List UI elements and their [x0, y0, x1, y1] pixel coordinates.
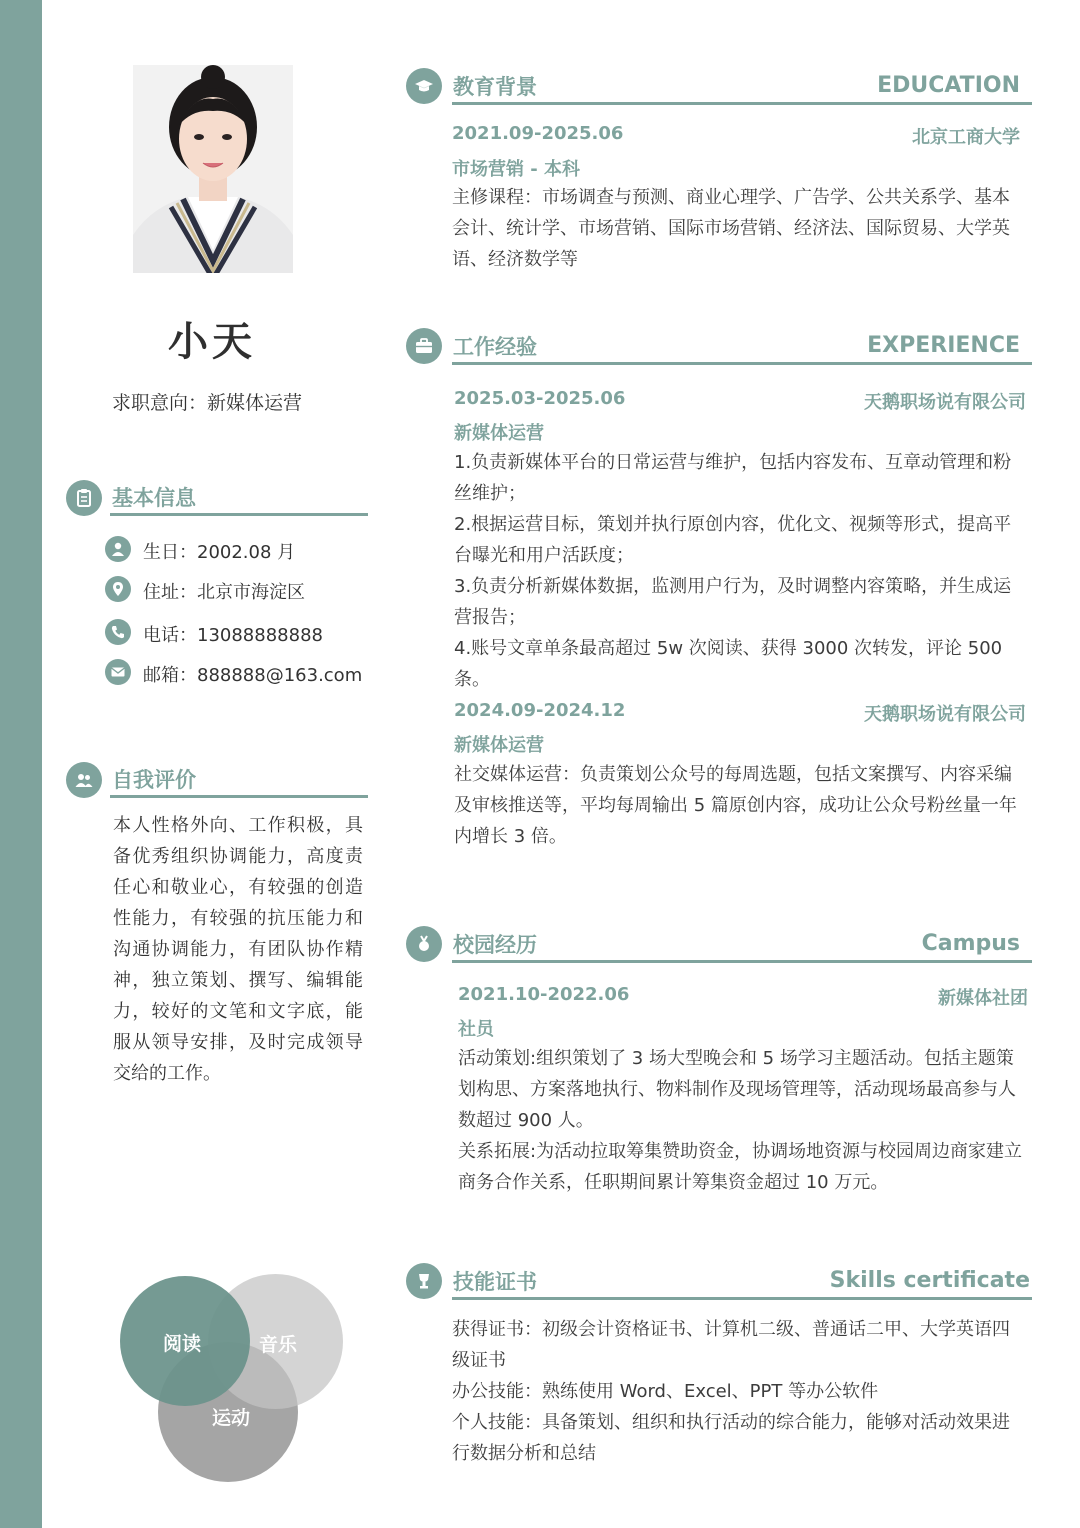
profile-photo — [133, 65, 293, 273]
left-accent-bar — [0, 0, 42, 1528]
divider — [452, 960, 1032, 963]
basic-info-title: 基本信息 — [112, 486, 196, 510]
campus-role: 社员 — [458, 1019, 494, 1040]
campus-title: 校园经历 — [453, 933, 537, 957]
basic-info-heading — [66, 480, 368, 522]
campus-line: 关系拓展:为活动拉取筹集赞助资金，协调场地资源与校园周边商家建立商务合作关系，任职期间累计筹集资金超过 10 万元。 — [458, 1141, 1023, 1193]
education-title: 教育背景 — [453, 75, 537, 99]
divider — [452, 1297, 1032, 1300]
self-eval-text: 本人性格外向、工作积极，具备优秀组织协调能力，高度责任心和敬业心，有较强的创造性能力，有较强的抗压能力和沟通协调能力，有团队协作精神，独立策划、撰写、编辑能力，较好的文笔和文字底，能服从领导安排，及时完成领导交给的工作。 — [113, 815, 363, 1084]
phone-text: 电话：13088888888 — [143, 625, 323, 646]
hobby-label: 运动 — [212, 1407, 251, 1429]
education-school: 北京工商大学 — [912, 127, 1020, 148]
trophy-icon — [406, 1263, 442, 1299]
job-line: 社交媒体运营：负责策划公众号的每周选题，包括文案撰写、内容采编及审核推送等，平均每周输出 5 篇原创内容，成功让公众号粉丝量一年内增长 3 倍。 — [454, 764, 1017, 847]
job-company: 天鹅职场说有限公司 — [864, 704, 1026, 725]
job-line: 2.根据运营目标，策划并执行原创内容，优化文、视频等形式，提高平台曝光和用户活跃度； — [454, 514, 1012, 566]
skills-title-en: Skills certificate — [829, 1268, 1030, 1293]
education-title-en: EDUCATION — [877, 73, 1020, 98]
campus-description — [458, 1043, 1030, 1198]
skills-description — [452, 1314, 1026, 1469]
job-intent: 求职意向：新媒体运营 — [112, 392, 303, 414]
clipboard-icon — [66, 480, 102, 516]
skill-line: 个人技能：具备策划、组织和执行活动的综合能力，能够对活动效果进行数据分析和总结 — [452, 1412, 1010, 1464]
divider — [110, 513, 368, 516]
campus-title-en: Campus — [921, 931, 1020, 956]
briefcase-icon — [406, 328, 442, 364]
divider — [110, 795, 368, 798]
job-role: 新媒体运营 — [454, 423, 544, 444]
job-line: 4.账号文章单条最高超过 5w 次阅读、获得 3000 次转发，评论 500 条。 — [454, 638, 1003, 690]
campus-date: 2021.10-2022.06 — [458, 984, 630, 1005]
hobby-label: 音乐 — [259, 1334, 298, 1356]
phone-icon — [105, 619, 131, 645]
job-date: 2024.09-2024.12 — [454, 700, 626, 721]
job-role: 新媒体运营 — [454, 735, 544, 756]
skills-title: 技能证书 — [453, 1270, 537, 1294]
email-text: 邮箱：888888@163.com — [143, 665, 363, 686]
award-ribbon-icon — [406, 926, 442, 962]
education-date: 2021.09-2025.06 — [452, 123, 624, 144]
experience-title-en: EXPERIENCE — [867, 333, 1020, 358]
birthday-text: 生日：2002.08 月 — [143, 542, 296, 563]
experience-title: 工作经验 — [453, 335, 537, 359]
divider — [452, 362, 1032, 365]
address-text: 住址：北京市海淀区 — [143, 582, 305, 603]
experience-heading — [406, 328, 1032, 368]
person-icon — [105, 536, 131, 562]
campus-org: 新媒体社团 — [938, 988, 1028, 1009]
job-line: 1.负责新媒体平台的日常运营与维护，包括内容发布、互章动管理和粉丝维护； — [454, 452, 1012, 504]
skill-line: 获得证书：初级会计资格证书、计算机二级、普通话二甲、大学英语四级证书 — [452, 1319, 1010, 1371]
job-date: 2025.03-2025.06 — [454, 388, 626, 409]
skill-line: 办公技能：熟练使用 Word、Excel、PPT 等办公软件 — [452, 1381, 879, 1402]
graduation-cap-icon — [406, 68, 442, 104]
education-heading — [406, 68, 1032, 108]
divider — [452, 102, 1032, 105]
people-icon — [66, 762, 102, 798]
candidate-name: 小天 — [168, 319, 256, 365]
job-description — [454, 447, 1028, 695]
campus-heading — [406, 926, 1032, 966]
skills-heading — [406, 1263, 1032, 1303]
job-description — [454, 759, 1028, 852]
self-eval-title: 自我评价 — [112, 768, 196, 792]
job-line: 3.负责分析新媒体数据，监测用户行为，及时调整内容策略，并生成运营报告； — [454, 576, 1012, 628]
hobbies-venn — [118, 1270, 348, 1485]
location-pin-icon — [105, 576, 131, 602]
hobby-label: 阅读 — [163, 1333, 202, 1355]
mail-icon — [105, 659, 131, 685]
campus-line: 活动策划:组织策划了 3 场大型晚会和 5 场学习主题活动。包括主题策划构思、方案落地执行、物料制作及现场管理等，活动现场最高参与人数超过 900 人。 — [458, 1048, 1016, 1131]
education-major: 市场营销 - 本科 — [452, 159, 581, 180]
job-company: 天鹅职场说有限公司 — [864, 392, 1026, 413]
education-courses: 主修课程：市场调查与预测、商业心理学、广告学、公共关系学、基本会计、统计学、市场营销、国际市场营销、经济法、国际贸易、大学英语、经济数学等 — [452, 187, 1010, 270]
self-eval-heading — [66, 762, 368, 804]
